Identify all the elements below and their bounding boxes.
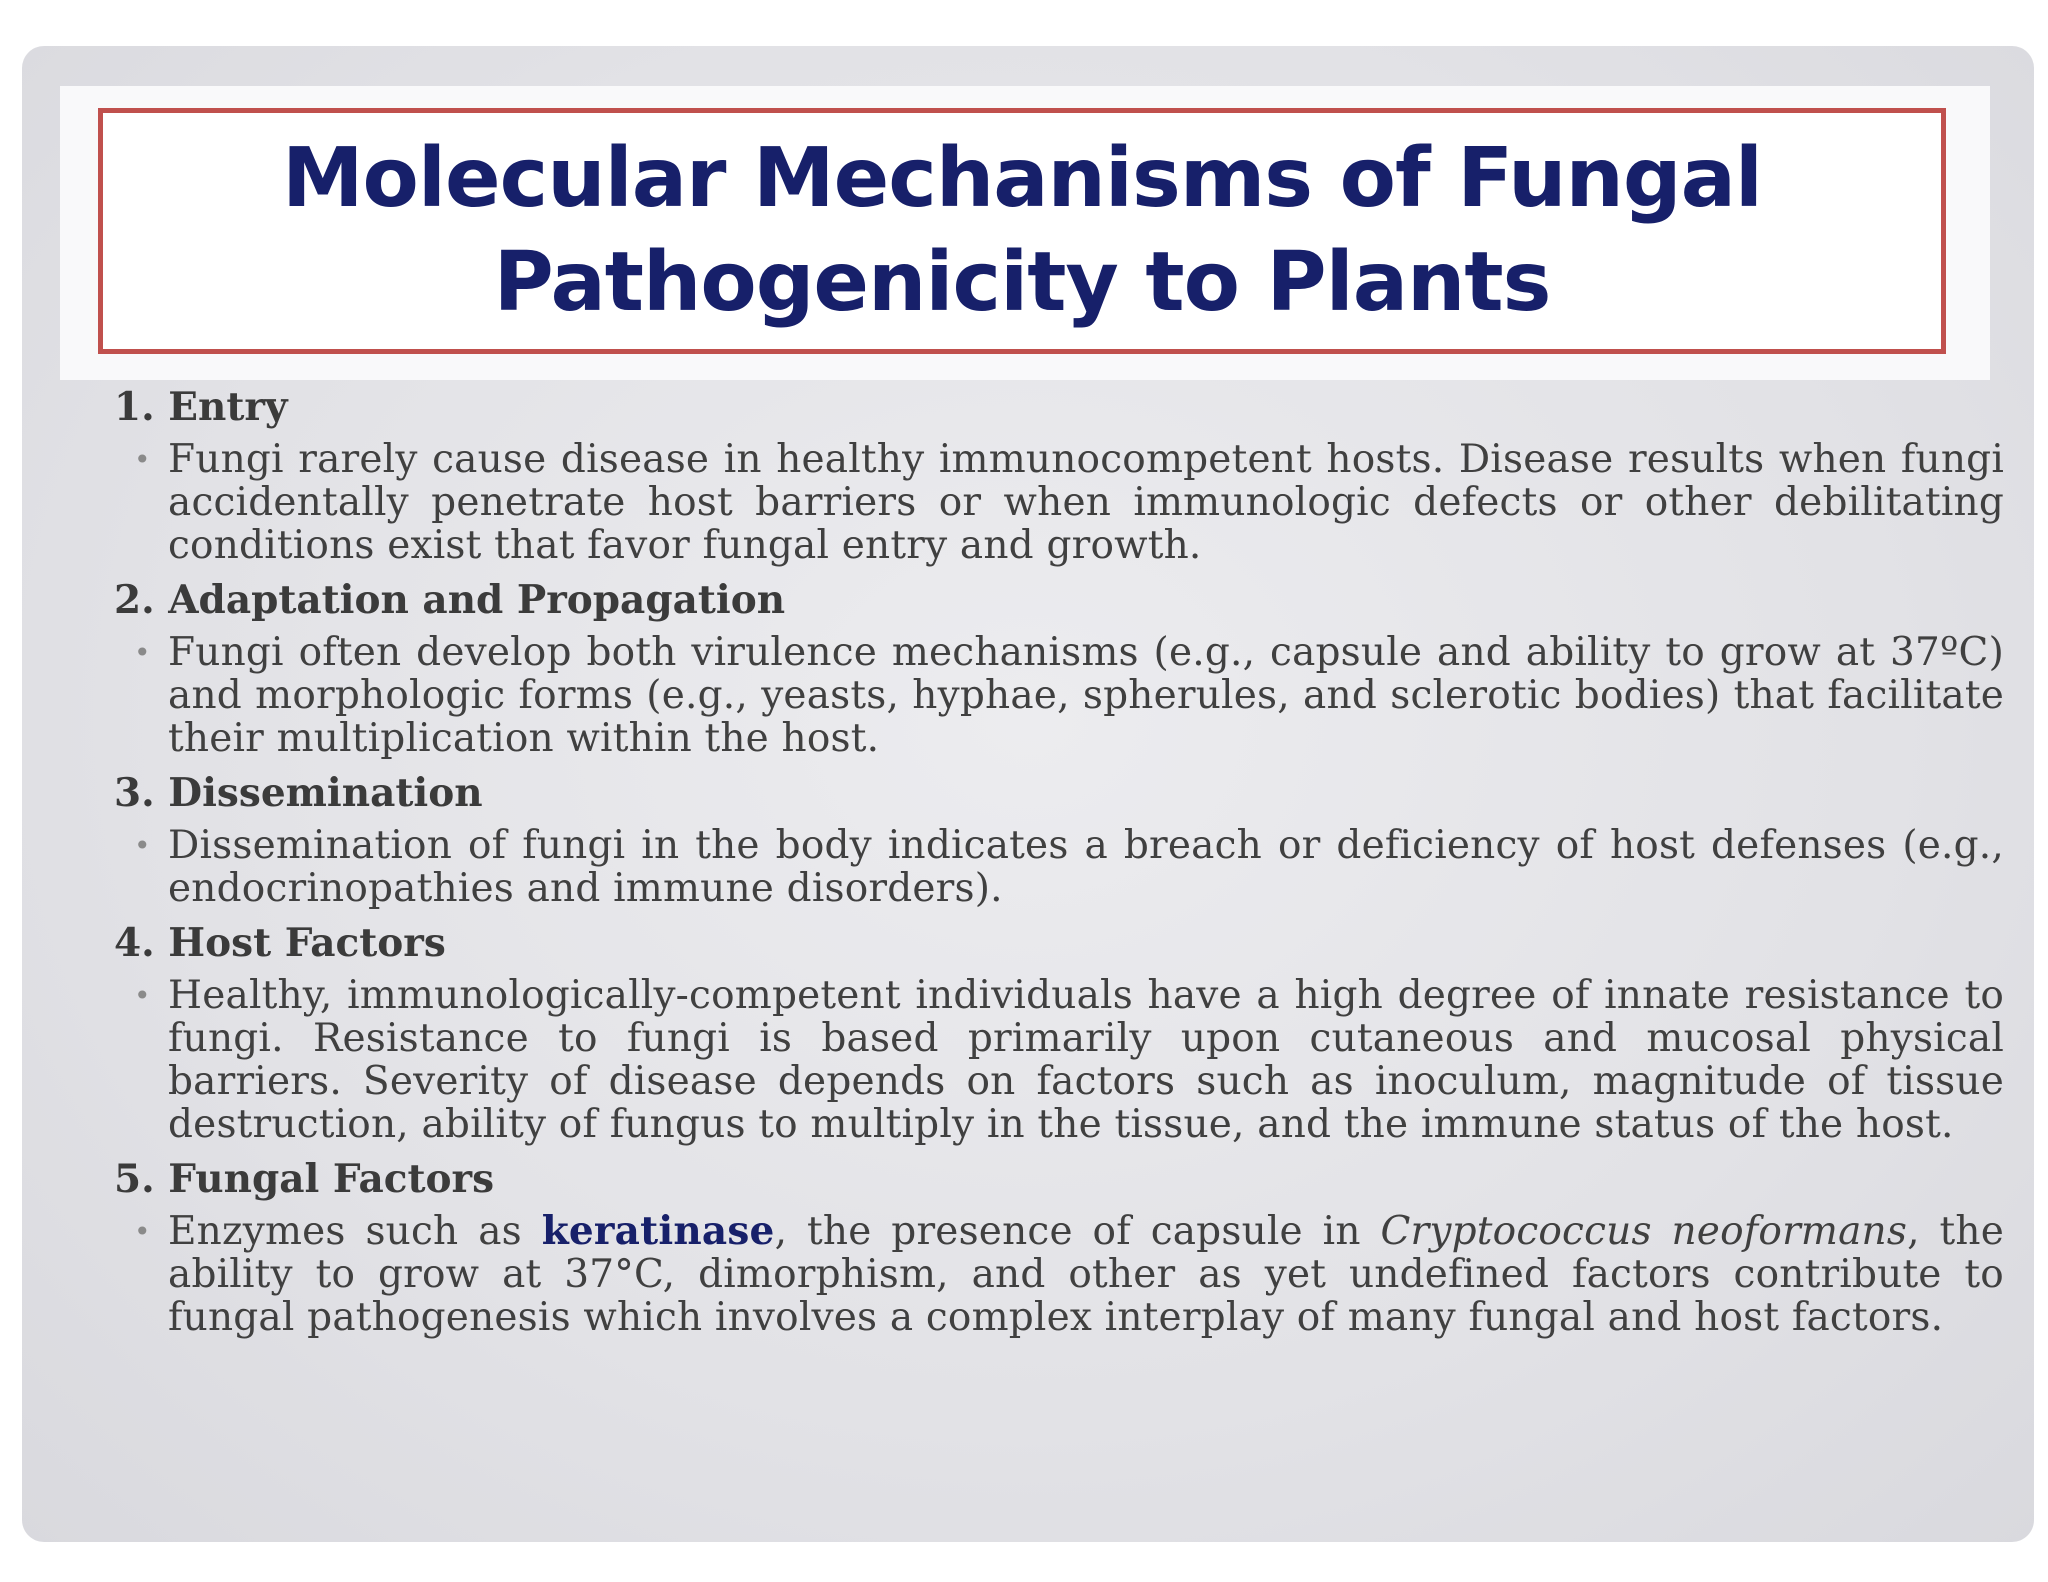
section-adaptation (114, 577, 2004, 760)
bullet-text: Fungi rarely cause disease in healthy immunocompetent hosts. Disease results when fungi accidentally penetrate host barriers or when immunologic defects or other debilitating conditions exist that favor fungal entry and growth. (168, 437, 2004, 568)
bullet-item (114, 438, 2004, 567)
bullet-icon: • (134, 443, 151, 476)
slide-content (114, 384, 2004, 1349)
section-fungal-factors (114, 1156, 2004, 1339)
bullet-text (168, 1210, 2004, 1339)
text-segment: , the ability to grow at 37°C, dimorphism, and other as yet undefined factors contribute to fungal pathogenesis which involves a complex interplay of many fungal and host factors. (168, 1209, 2004, 1340)
bullet-icon: • (134, 636, 151, 669)
bullet-text: Dissemination of fungi in the body indicates a breach or deficiency of host defenses (e.g., endocrinopathies and immune disorders). (168, 823, 2004, 911)
section-heading: 4. Host Factors (114, 920, 446, 966)
species-name: Cryptococcus neoformans (1380, 1209, 1908, 1254)
slide-title (282, 127, 1762, 335)
bullet-icon: • (134, 829, 151, 862)
section-heading: 3. Dissemination (114, 770, 483, 816)
keyword-keratinase: keratinase (541, 1208, 775, 1254)
slide (22, 46, 2034, 1542)
bullet-item (114, 824, 2004, 910)
bullet-item (114, 1210, 2004, 1339)
section-heading: 2. Adaptation and Propagation (114, 577, 786, 623)
bullet-item (114, 974, 2004, 1146)
bullet-text: Fungi often develop both virulence mechanisms (e.g., capsule and ability to grow at 37ºC) and morphologic forms (e.g., yeasts, hyphae, spherules, and sclerotic bodies) that facilitate their multiplication within the host. (168, 630, 2004, 761)
title-box (98, 108, 1946, 354)
title-line-2: Pathogenicity to Plants (493, 235, 1551, 330)
section-dissemination (114, 770, 2004, 910)
bullet-item (114, 631, 2004, 760)
bullet-icon: • (134, 1215, 151, 1248)
text-segment: , the presence of capsule in (774, 1209, 1381, 1254)
title-band (60, 86, 1990, 380)
text-segment: Enzymes such as (168, 1209, 542, 1254)
section-heading: 1. Entry (114, 384, 288, 430)
title-line-1: Molecular Mechanisms of Fungal (281, 131, 1763, 226)
section-host-factors (114, 920, 2004, 1146)
bullet-icon: • (134, 979, 151, 1012)
bullet-text: Healthy, immunologically-competent individuals have a high degree of innate resistance to fungi. Resistance to fungi is based primarily upon cutaneous and mucosal physical barriers. Severity of disease depends on factors such as inoculum, magnitude of tissue destruction, ability of fungus to multiply in the tissue, and the immune status of the host. (168, 973, 2004, 1147)
section-entry (114, 384, 2004, 567)
section-heading: 5. Fungal Factors (114, 1156, 495, 1202)
